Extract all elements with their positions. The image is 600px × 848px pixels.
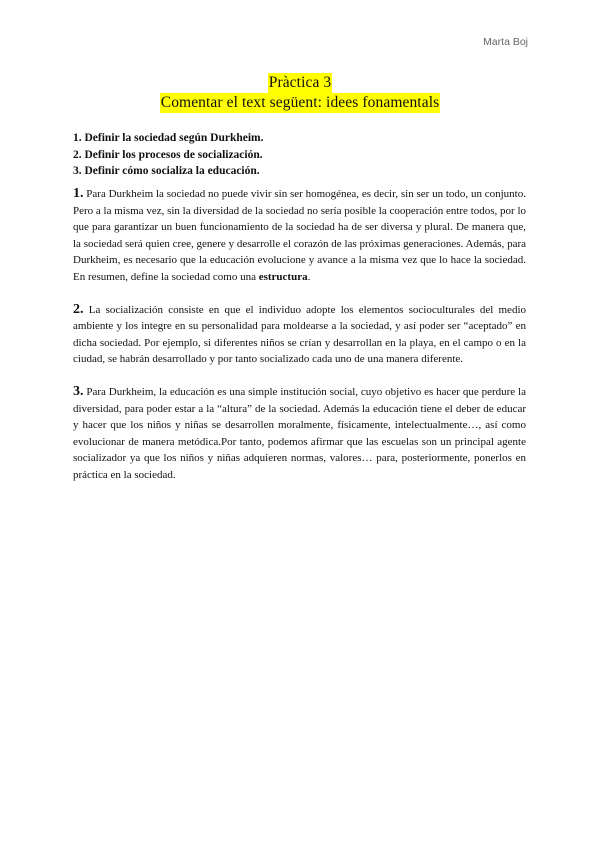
answer-text: Para Durkheim, la educación es una simple institución social, cuyo objetivo es hacer que perdure la diversidad, para poder estar a la “altura” de la sociedad. Además la educación tiene el deber de educar y hacer que los niños y niñas se desarrollen moralmente, físicamente, intelectualmente…, así como evolucionar de manera metódica.Por tanto, podemos afirmar que las escuelas son un principal agente socializador ya que los niños y niñas adquieren normas, valores… para, posteriormente, ponerlos en práctica en la sociedad. (73, 385, 526, 481)
title-block (0, 73, 600, 113)
answer-text: La socialización consiste en que el individuo adopte los elementos socioculturales del medio ambiente y los integre en su personalidad para moldearse a la sociedad, y así poder ser “aceptado” en dicha sociedad. Por ejemplo, si diferentes niños se crían y desarrollan en la playa, en el campo o en la ciudad, se habrán desarrollado y por tanto socializado cada uno de una manera diferente. (73, 303, 526, 366)
answer-paragraph-3 (73, 384, 526, 484)
answer-number: 2. (73, 301, 84, 317)
question-item: 2. Definir los procesos de socialización. (73, 148, 263, 161)
answer-end: . (307, 270, 311, 283)
title-practice: Pràctica 3 (268, 74, 332, 91)
header-author: Marta Boj (483, 36, 528, 48)
answer-number: 1. (73, 186, 84, 201)
answer-paragraph-2 (73, 302, 526, 368)
question-list (73, 130, 533, 180)
question-item: 1. Definir la sociedad según Durkheim. (73, 132, 264, 144)
answer-emphasis: estructura (258, 270, 308, 283)
answer-paragraph-1 (73, 186, 526, 286)
answer-text: Para Durkheim la sociedad no puede vivir sin ser homogénea, es decir, sin ser un todo, un conjunto. Pero a la misma vez, sin la diversidad de la sociedad no sería posible la cooperación entre todos, por lo que para garantizar un buen funcionamiento de la sociedad ha de ser diversa y plural. De manera que, la sociedad será quien cree, genere y desarrolle el corazón de las próximas generaciones. Además, para Durkheim, es necesario que la educación evolucione y avance a la misma vez que lo hace la sociedad. En resumen, define la sociedad como una (73, 188, 526, 283)
question-item: 3. Definir cómo socializa la educación. (73, 165, 260, 177)
answers-section (73, 186, 526, 500)
title-instruction: Comentar el text següent: idees fonamentals (160, 94, 440, 111)
answer-number: 3. (73, 383, 84, 399)
